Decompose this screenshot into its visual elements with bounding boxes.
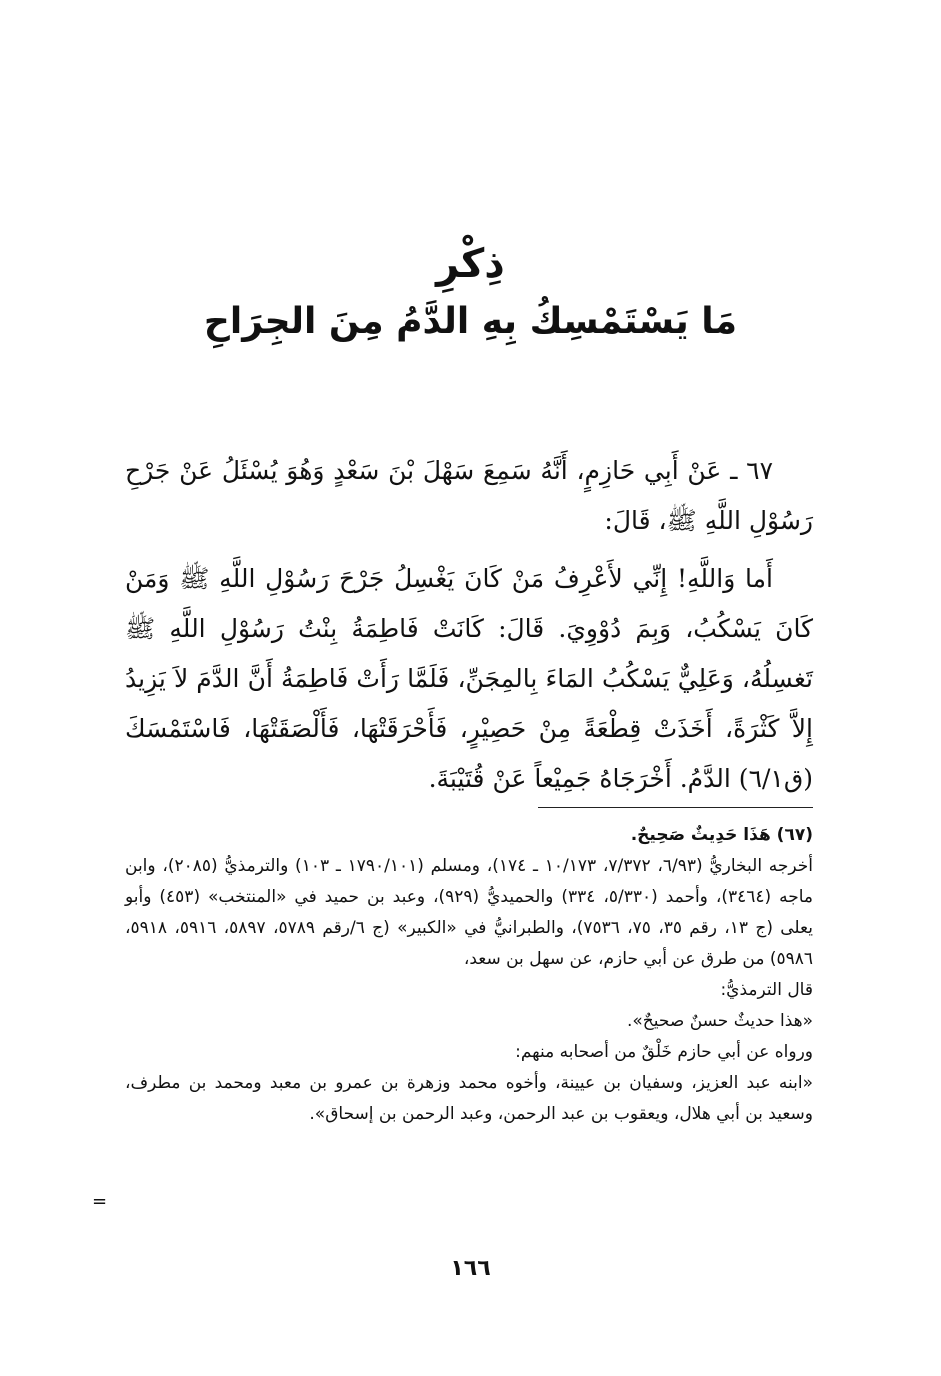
hadith-paragraph-2: أَما وَاللَّهِ! إِنِّي لأَعْرِفُ مَنْ كَانَ يَغْسِلُ جَرْحَ رَسُوْلِ اللَّهِ ﷺ وَمَنْ كَانَ يَسْكُبُ، وَبِمَ دُوْوِيَ. قَالَ: كَانَتْ فَاطِمَةُ بِنْتُ رَسُوْلِ اللَّهِ ﷺ تَغسِلُهُ، وَعَلِيٌّ يَسْكُبُ المَاءَ بِالمِجَنِّ، فَلَمَّا رَأَتْ فَاطِمَةُ أَنَّ الدَّمَ لاَ يَزِيدُ إِلاَّ كَثْرَةً، أَخَذَتْ قِطْعَةً مِنْ حَصِيْرٍ، فَأَحْرَقَتْهَا، فَأَلْصَقَتْهَا، فَاسْتَمْسَكَ (ق٦/١) الدَّمُ. أَخْرَجَاهُ جَمِيْعاً عَنْ قُتَيْبَةَ. [125, 564, 813, 793]
hadith-paragraph-1: ٦٧ ـ عَنْ أَبِي حَازِمٍ، أَنَّهُ سَمِعَ سَهْلَ بْنَ سَعْدٍ وَهُوَ يُسْئَلُ عَنْ جَرْحِ رَسُوْلِ اللَّهِ ﷺ، قَالَ: [125, 456, 813, 535]
chapter-title [0, 236, 941, 352]
footnote-paragraph-1: أخرجه البخاريُّ (٦/٩٣، ٧/٣٧٢، ١٠/١٧٣ ـ ١٧٤)، ومسلم (١٧٩٠/١٠١ ـ ١٠٣) والترمذيُّ (٢٠٨٥)، وابن ماجه (٣٤٦٤)، وأحمد (٥/٣٣٠، ٣٣٤) والحميديُّ (٩٢٩)، وعبد بن حميد في «المنتخب» (٤٥٣) وأبو يعلى (ج ١٣، رقم ٣٥، ٧٥، ٧٥٣٦)، والطبرانيُّ في «الكبير» (ج ٦/رقم ٥٧٨٩، ٥٨٩٧، ٥٩١٦، ٥٩١٨، ٥٩٨٦) من طرق عن أبي حازم، عن سهل بن سعد، [125, 856, 814, 969]
footnote-separator [538, 807, 813, 808]
footnote-paragraph-4: ورواه عن أبي حازم خَلْقٌ من أصحابه منهم: [515, 1042, 813, 1062]
footnote-paragraph-5: «ابنه عبد العزيز، وسفيان بن عيينة، وأخوه محمد وزهرة بن عمرو بن معبد ومحمد بن مطرف، وسعيد بن أبي هلال، ويعقوب بن عبد الرحمن، وعبد الرحمن بن إسحاق». [125, 1073, 813, 1124]
footnotes [125, 820, 813, 1130]
footnote-paragraph-2: قال الترمذيُّ: [720, 980, 813, 1000]
footnote-grade: هَذَا حَدِيثٌ صَحِيحٌ. [630, 825, 771, 845]
page-number: ١٦٦ [450, 1256, 491, 1281]
footnote-paragraph-3: «هذا حديثٌ حسنٌ صحيحٌ». [626, 1011, 813, 1031]
chapter-title-line1: ذِكْرِ [436, 241, 505, 287]
footnote-heading [125, 820, 813, 851]
hadith-text [125, 446, 813, 804]
chapter-title-line2: مَا يَسْتَمْسِكُ بِهِ الدَّمُ مِنَ الجِرَاحِ [203, 301, 738, 342]
continuation-mark: = [92, 1191, 108, 1212]
footnote-label: (٦٧) [776, 825, 813, 845]
